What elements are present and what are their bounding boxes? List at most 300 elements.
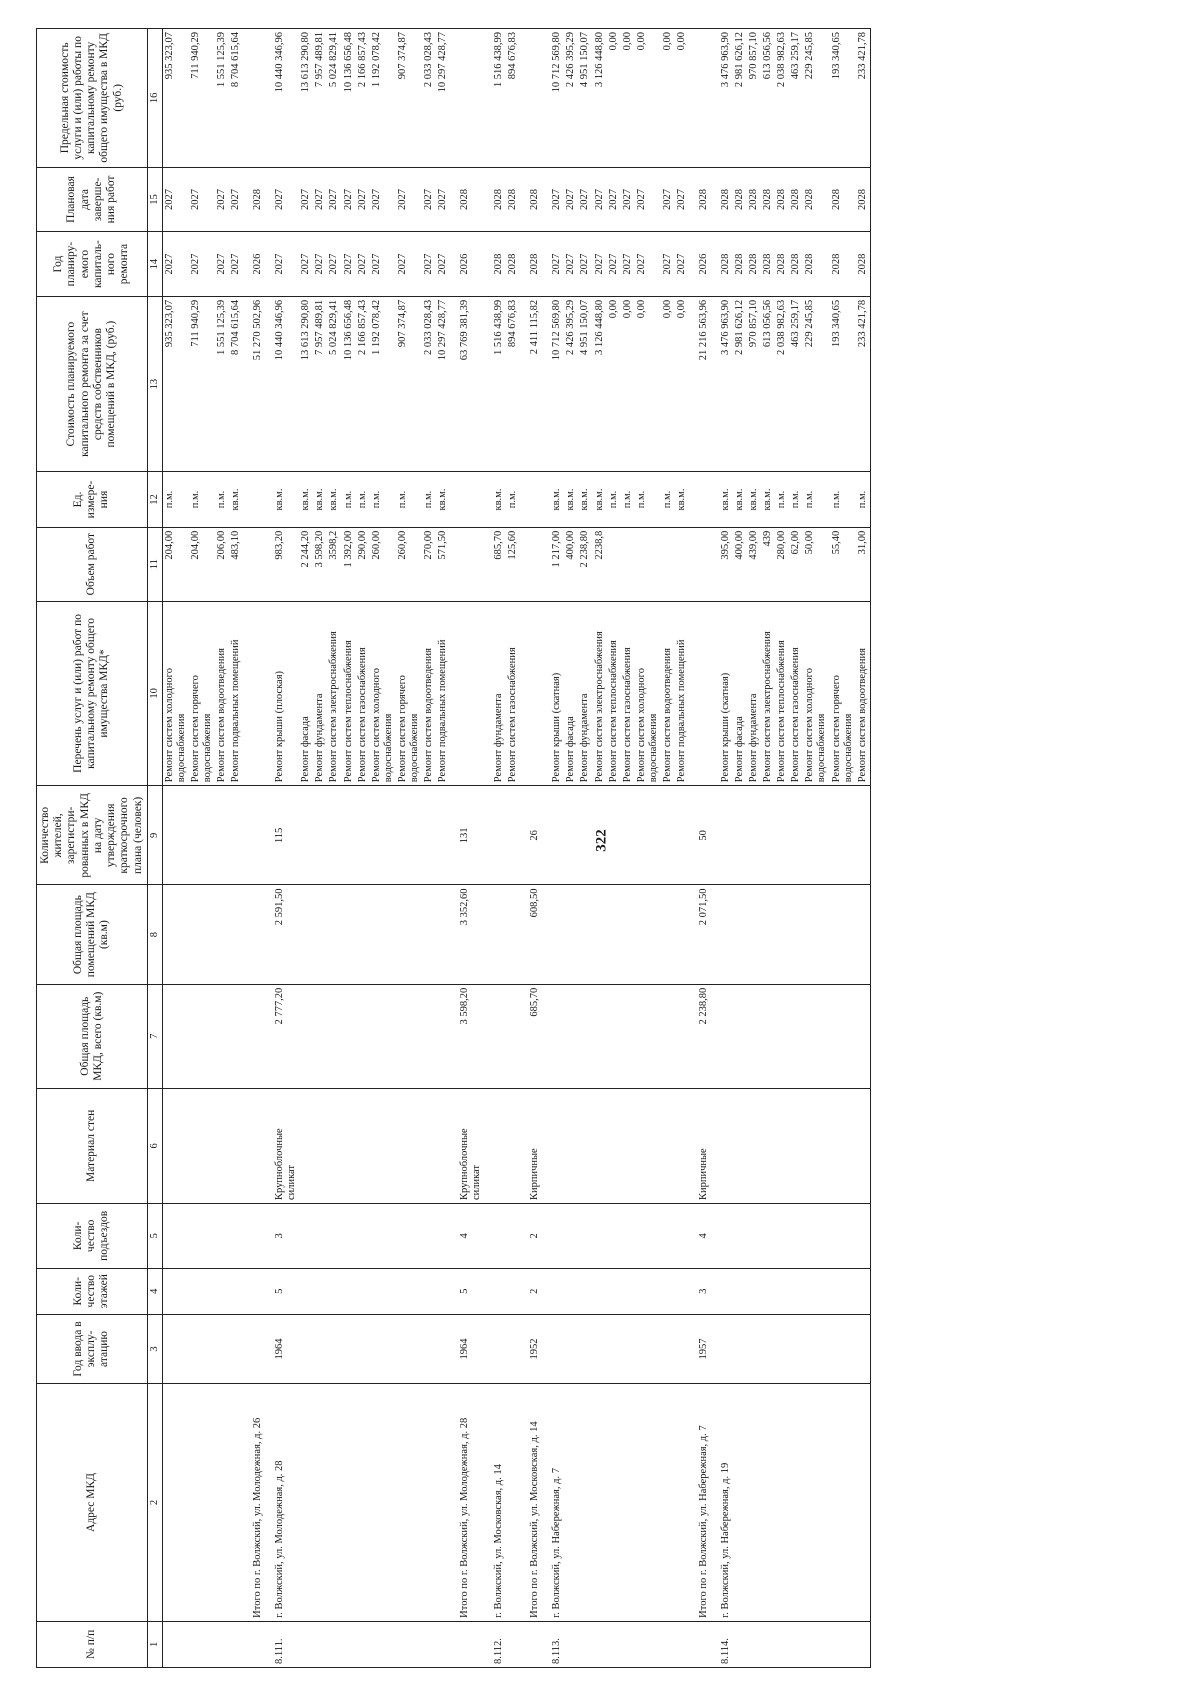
table-cell — [189, 984, 215, 1088]
table-cell: 935 323,07 — [162, 296, 189, 471]
table-cell — [422, 885, 436, 984]
table-cell — [733, 1268, 747, 1314]
table-cell — [747, 885, 761, 984]
table-cell — [564, 1204, 578, 1269]
table-cell — [189, 885, 215, 984]
table-cell: 1 392,00 — [342, 527, 356, 601]
table-header — [37, 29, 163, 1668]
table-cell: п.м. — [189, 472, 215, 527]
table-cell — [299, 1621, 313, 1667]
table-cell — [635, 786, 661, 885]
table-cell: кв.м. — [484, 472, 506, 527]
table-cell: 2028 — [775, 167, 789, 232]
table-cell — [621, 984, 635, 1088]
table-cell — [356, 885, 370, 984]
table-cell: 439 — [761, 527, 775, 601]
table-cell — [484, 1314, 506, 1383]
table-cell: 2238,8 — [593, 527, 607, 601]
table-cell: п.м. — [661, 472, 675, 527]
table-cell — [761, 1621, 775, 1667]
table-cell — [856, 984, 871, 1088]
table-cell: 711 940,29 — [189, 29, 215, 168]
table-cell: г. Волжский, ул. Московская, д. 14 — [484, 1384, 506, 1622]
table-cell: 31,00 — [856, 527, 871, 601]
table-cell — [506, 786, 520, 885]
table-cell: 2028 — [747, 232, 761, 297]
table-cell: г. Волжский, ул. Молодежная, д. 28 — [265, 1384, 299, 1622]
table-cell — [621, 786, 635, 885]
table-cell: 2027 — [162, 232, 189, 297]
table-row — [243, 29, 265, 1668]
table-cell — [450, 472, 484, 527]
table-cell: 2027 — [422, 167, 436, 232]
table-cell — [189, 1621, 215, 1667]
table-cell — [243, 786, 265, 885]
column-number: 5 — [147, 1204, 162, 1269]
table-cell — [711, 1268, 733, 1314]
table-cell — [189, 1204, 215, 1269]
table-cell: 400,00 — [733, 527, 747, 601]
table-cell — [775, 885, 789, 984]
column-header: Количество жителей, зарегистри-рованных в МКД на дату утверждения краткосрочного плана (человек) — [37, 786, 148, 885]
table-cell — [215, 786, 229, 885]
table-cell — [830, 1204, 856, 1269]
table-cell: 290,00 — [356, 527, 370, 601]
table-cell: 2028 — [520, 232, 542, 297]
table-cell — [621, 885, 635, 984]
table-row — [711, 29, 733, 1668]
table-cell: 204,00 — [162, 527, 189, 601]
table-cell: кв.м. — [564, 472, 578, 527]
table-cell — [327, 1621, 341, 1667]
table-cell — [635, 984, 661, 1088]
table-cell: 2 071,50 — [689, 885, 711, 984]
table-cell — [484, 984, 506, 1088]
table-cell — [593, 1268, 607, 1314]
table-row — [830, 29, 856, 1668]
table-cell: 21 216 563,96 — [689, 296, 711, 471]
table-cell: 2 981 626,12 — [733, 29, 747, 168]
column-header: Коли-чество этажей — [37, 1268, 148, 1314]
column-number: 11 — [147, 527, 162, 601]
table-cell — [856, 1621, 871, 1667]
table-cell — [789, 1384, 803, 1622]
table-cell — [342, 1314, 356, 1383]
table-cell — [635, 1314, 661, 1383]
column-header: № п/п — [37, 1621, 148, 1667]
table-cell: Кирпичные — [689, 1088, 711, 1203]
table-cell: п.м. — [215, 472, 229, 527]
table-cell — [593, 885, 607, 984]
table-cell: 2 777,20 — [265, 984, 299, 1088]
table-cell: 2028 — [450, 167, 484, 232]
table-cell — [484, 885, 506, 984]
table-row — [775, 29, 789, 1668]
table-cell — [564, 1384, 578, 1622]
table-cell — [422, 1384, 436, 1622]
table-cell: Кирпичные — [520, 1088, 542, 1203]
table-cell — [689, 527, 711, 601]
table-cell: 8 704 615,64 — [229, 29, 243, 168]
table-cell — [327, 786, 341, 885]
table-cell: 50 — [689, 786, 711, 885]
table-cell: 204,00 — [189, 527, 215, 601]
table-row — [396, 29, 422, 1668]
table-cell: 51 270 502,96 — [243, 296, 265, 471]
table-cell — [803, 1621, 829, 1667]
table-cell: Ремонт систем горячего водоснабжения — [830, 601, 856, 786]
table-cell: 0,00 — [661, 296, 675, 471]
table-cell: 2027 — [436, 167, 450, 232]
table-cell: 50,00 — [803, 527, 829, 601]
table-cell: 8 704 615,64 — [229, 296, 243, 471]
table-cell: 2027 — [564, 167, 578, 232]
table-cell — [789, 1268, 803, 1314]
table-cell — [789, 786, 803, 885]
column-header: Стоимость планируемого капитального ремонта за счет средств собственников помещений в МКД, (руб.) — [37, 296, 148, 471]
table-cell: 2 038 982,63 — [775, 29, 789, 168]
table-cell: 685,70 — [484, 527, 506, 601]
table-cell: 8.113. — [542, 1621, 564, 1667]
table-cell — [243, 885, 265, 984]
table-cell: 2028 — [830, 167, 856, 232]
table-cell — [747, 1088, 761, 1203]
table-cell — [396, 1621, 422, 1667]
table-cell — [422, 1621, 436, 1667]
table-cell — [229, 1621, 243, 1667]
table-cell: 2027 — [675, 167, 689, 232]
table-cell: Итого по г. Волжский, ул. Московская, д. 14 — [520, 1384, 542, 1622]
table-cell — [578, 1384, 592, 1622]
table-cell — [803, 1268, 829, 1314]
table-cell: п.м. — [162, 472, 189, 527]
table-cell: кв.м. — [436, 472, 450, 527]
table-cell — [299, 1384, 313, 1622]
table-cell: 2027 — [661, 167, 675, 232]
table-cell: 0,00 — [675, 29, 689, 168]
table-cell: кв.м. — [542, 472, 564, 527]
table-cell: 2027 — [327, 232, 341, 297]
table-cell — [661, 885, 675, 984]
table-cell: 55,40 — [830, 527, 856, 601]
table-cell: п.м. — [830, 472, 856, 527]
column-number: 15 — [147, 167, 162, 232]
table-cell — [789, 1621, 803, 1667]
column-header: Ед. измере-ния — [37, 472, 148, 527]
table-cell — [356, 1268, 370, 1314]
table-cell — [761, 1204, 775, 1269]
table-row — [215, 29, 229, 1668]
table-cell — [621, 527, 635, 601]
table-cell — [747, 1204, 761, 1269]
table-cell — [733, 1384, 747, 1622]
table-cell: 2027 — [229, 167, 243, 232]
table-cell: 608,50 — [520, 885, 542, 984]
table-cell — [747, 786, 761, 885]
table-cell — [747, 984, 761, 1088]
table-cell — [396, 1314, 422, 1383]
table-cell: 193 340,65 — [830, 29, 856, 168]
table-cell — [607, 1268, 621, 1314]
table-cell: 2027 — [635, 167, 661, 232]
table-cell: п.м. — [789, 472, 803, 527]
table-cell: 970 857,10 — [747, 296, 761, 471]
table-cell — [564, 1268, 578, 1314]
table-cell — [733, 1088, 747, 1203]
table-cell: 2028 — [506, 232, 520, 297]
table-cell — [356, 1384, 370, 1622]
table-cell — [243, 601, 265, 786]
rotated-page — [36, 28, 1166, 1668]
table-cell: 970 857,10 — [747, 29, 761, 168]
table-row — [689, 29, 711, 1668]
table-cell: Ремонт систем теплоснабжения — [607, 601, 621, 786]
table-cell — [484, 786, 506, 885]
table-cell — [689, 1621, 711, 1667]
table-cell — [356, 1088, 370, 1203]
table-row — [578, 29, 592, 1668]
table-cell — [436, 1268, 450, 1314]
table-cell: 0,00 — [661, 29, 675, 168]
table-cell: 1 217,00 — [542, 527, 564, 601]
table-cell — [564, 885, 578, 984]
table-cell: 3598,2 — [327, 527, 341, 601]
table-cell — [856, 1314, 871, 1383]
table-cell — [675, 1088, 689, 1203]
table-cell — [661, 1314, 675, 1383]
table-cell: Ремонт систем холодного водоснабжения — [635, 601, 661, 786]
table-cell: п.м. — [621, 472, 635, 527]
table-cell — [370, 786, 396, 885]
table-cell: 395,00 — [711, 527, 733, 601]
table-cell — [313, 984, 327, 1088]
table-cell — [830, 1088, 856, 1203]
table-cell: 2028 — [520, 167, 542, 232]
table-cell — [711, 1204, 733, 1269]
table-cell: 260,00 — [370, 527, 396, 601]
table-cell — [856, 885, 871, 984]
table-cell — [761, 786, 775, 885]
table-cell: 3 — [265, 1204, 299, 1269]
table-cell: 2027 — [542, 167, 564, 232]
table-cell: 3 126 448,80 — [593, 296, 607, 471]
table-cell — [229, 885, 243, 984]
table-row — [506, 29, 520, 1668]
table-cell — [243, 527, 265, 601]
table-row — [356, 29, 370, 1668]
column-header: Общая площадь МКД, всего (кв.м) — [37, 984, 148, 1088]
table-cell: 2027 — [370, 232, 396, 297]
table-cell — [830, 1384, 856, 1622]
table-cell — [775, 1204, 789, 1269]
table-cell — [593, 1621, 607, 1667]
table-cell: Крупноблочные силикат — [265, 1088, 299, 1203]
table-cell — [313, 786, 327, 885]
table-cell — [607, 786, 621, 885]
table-cell — [436, 1621, 450, 1667]
table-cell: 10 297 428,77 — [436, 296, 450, 471]
table-cell — [436, 1384, 450, 1622]
capital-repair-table — [36, 28, 871, 1668]
table-cell: Ремонт фасада — [299, 601, 313, 786]
table-cell — [299, 1204, 313, 1269]
table-cell: 0,00 — [621, 296, 635, 471]
column-number: 2 — [147, 1384, 162, 1622]
table-cell: 711 940,29 — [189, 296, 215, 471]
table-cell: 2027 — [356, 232, 370, 297]
table-row — [621, 29, 635, 1668]
table-cell: 2 244,20 — [299, 527, 313, 601]
table-cell — [162, 786, 189, 885]
table-cell: 5 — [450, 1268, 484, 1314]
table-cell: Ремонт фундамента — [484, 601, 506, 786]
table-cell: п.м. — [396, 472, 422, 527]
table-row — [635, 29, 661, 1668]
table-cell — [675, 1268, 689, 1314]
column-number: 1 — [147, 1621, 162, 1667]
table-cell: Ремонт фасада — [733, 601, 747, 786]
table-cell — [564, 984, 578, 1088]
table-cell: 2027 — [229, 232, 243, 297]
table-cell — [229, 1314, 243, 1383]
table-cell: кв.м. — [299, 472, 313, 527]
table-cell: 0,00 — [621, 29, 635, 168]
table-cell: Итого по г. Волжский, ул. Молодежная, д. 26 — [243, 1384, 265, 1622]
table-cell: кв.м. — [578, 472, 592, 527]
table-cell — [733, 1204, 747, 1269]
table-cell — [370, 1204, 396, 1269]
table-cell: 463 259,17 — [789, 296, 803, 471]
table-cell: 1957 — [689, 1314, 711, 1383]
table-cell — [675, 984, 689, 1088]
table-row — [747, 29, 761, 1668]
table-cell: 0,00 — [635, 296, 661, 471]
table-cell — [542, 1204, 564, 1269]
table-cell — [484, 1204, 506, 1269]
table-cell: п.м. — [607, 472, 621, 527]
table-cell — [520, 527, 542, 601]
table-cell: 3 — [689, 1268, 711, 1314]
table-cell — [661, 1621, 675, 1667]
header-row — [37, 29, 148, 1668]
table-cell — [661, 527, 675, 601]
column-number: 14 — [147, 232, 162, 297]
table-cell: 2028 — [689, 167, 711, 232]
table-cell — [396, 1204, 422, 1269]
table-cell: Итого по г. Волжский, ул. Молодежная, д. 28 — [450, 1384, 484, 1622]
table-cell — [856, 1204, 871, 1269]
table-cell — [243, 1204, 265, 1269]
table-cell — [856, 1088, 871, 1203]
table-cell — [775, 1088, 789, 1203]
table-cell — [761, 984, 775, 1088]
table-cell — [621, 1384, 635, 1622]
table-row — [436, 29, 450, 1668]
table-cell — [450, 29, 484, 168]
table-cell: 2027 — [593, 167, 607, 232]
table-cell: кв.м. — [265, 472, 299, 527]
table-body — [162, 29, 870, 1668]
table-cell: 2028 — [789, 167, 803, 232]
table-cell — [342, 1384, 356, 1622]
table-cell: Ремонт систем электроснабжения — [327, 601, 341, 786]
table-cell: 2 411 115,82 — [520, 296, 542, 471]
table-cell: 7 957 489,81 — [313, 296, 327, 471]
table-cell: кв.м. — [733, 472, 747, 527]
table-cell: 2028 — [484, 232, 506, 297]
table-cell — [506, 1088, 520, 1203]
table-cell: 2027 — [299, 232, 313, 297]
table-cell: 2027 — [422, 232, 436, 297]
table-cell — [370, 1088, 396, 1203]
table-cell — [775, 1314, 789, 1383]
table-cell — [396, 1268, 422, 1314]
table-cell — [635, 1384, 661, 1622]
table-cell: 2027 — [265, 167, 299, 232]
table-cell — [803, 885, 829, 984]
table-cell: 2027 — [342, 232, 356, 297]
table-cell — [775, 786, 789, 885]
table-cell — [689, 601, 711, 786]
table-cell — [661, 1204, 675, 1269]
column-header: Год ввода в эксплу-атацию — [37, 1314, 148, 1383]
table-cell — [356, 984, 370, 1088]
table-cell: 229 245,85 — [803, 296, 829, 471]
table-cell: Ремонт крыши (скатная) — [542, 601, 564, 786]
table-cell: Ремонт систем газоснабжения — [789, 601, 803, 786]
table-cell — [215, 1314, 229, 1383]
table-cell: 2026 — [689, 232, 711, 297]
table-cell: 26 — [520, 786, 542, 885]
table-cell: 2028 — [243, 167, 265, 232]
table-cell — [761, 1268, 775, 1314]
table-cell: 280,00 — [775, 527, 789, 601]
table-cell — [635, 885, 661, 984]
table-cell — [675, 885, 689, 984]
table-row — [542, 29, 564, 1668]
table-cell: кв.м. — [747, 472, 761, 527]
table-cell — [520, 472, 542, 527]
table-cell — [607, 984, 621, 1088]
table-cell — [830, 1314, 856, 1383]
table-cell — [215, 1204, 229, 1269]
table-cell: 62,00 — [789, 527, 803, 601]
column-header: Объем работ — [37, 527, 148, 601]
table-cell — [621, 1268, 635, 1314]
table-cell — [856, 1268, 871, 1314]
table-cell — [830, 984, 856, 1088]
table-row — [327, 29, 341, 1668]
table-cell — [747, 1268, 761, 1314]
table-row — [484, 29, 506, 1668]
table-cell — [436, 885, 450, 984]
table-cell — [243, 472, 265, 527]
table-cell — [436, 1204, 450, 1269]
table-cell — [422, 1268, 436, 1314]
table-cell — [342, 984, 356, 1088]
table-cell — [607, 1088, 621, 1203]
table-cell — [761, 1384, 775, 1622]
table-cell — [484, 1088, 506, 1203]
table-cell — [327, 1384, 341, 1622]
column-header: Материал стен — [37, 1088, 148, 1203]
column-number: 4 — [147, 1268, 162, 1314]
table-cell: Ремонт систем горячего водоснабжения — [189, 601, 215, 786]
table-cell — [299, 1088, 313, 1203]
table-cell — [189, 1384, 215, 1622]
table-cell — [711, 1314, 733, 1383]
table-cell: 10 712 569,80 — [542, 296, 564, 471]
